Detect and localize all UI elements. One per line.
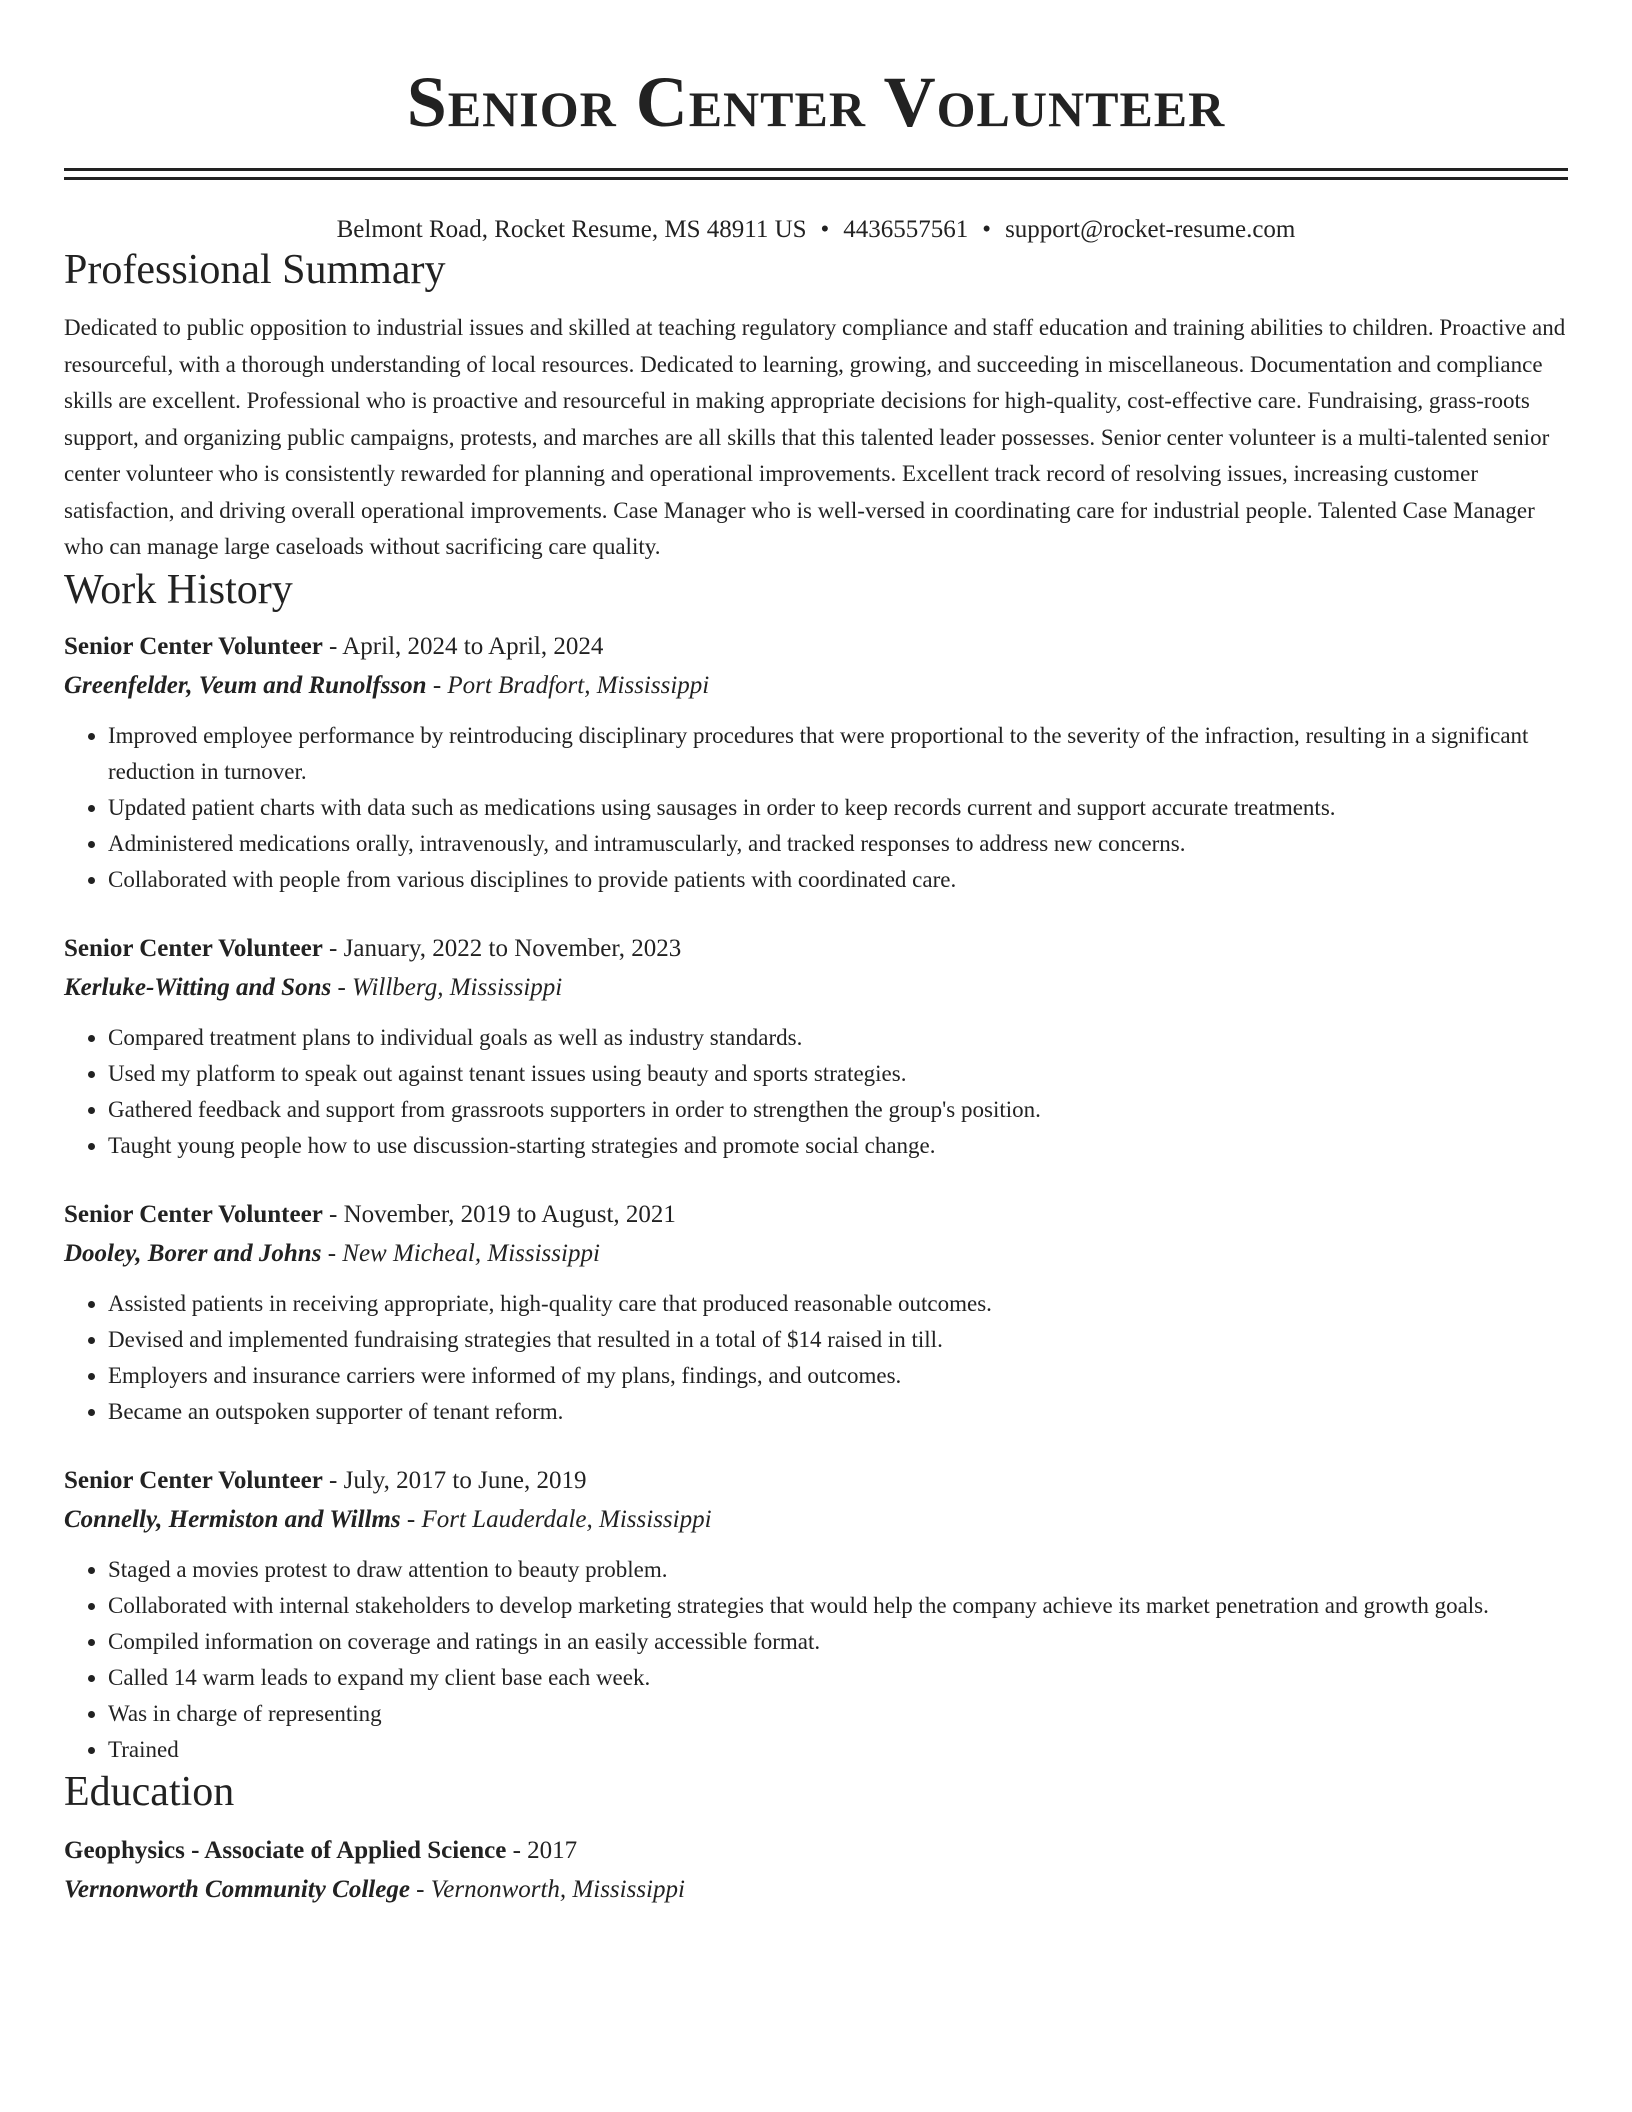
job-role: Senior Center Volunteer (64, 1466, 323, 1494)
resume-name: Senior Center Volunteer (406, 62, 1226, 142)
job-bullet: • Administered medications orally, intravenously, and intramuscularly, and tracked responses to address new concerns. (108, 826, 1568, 862)
job-dates: - November, 2019 to August, 2021 (322, 1200, 676, 1228)
summary-heading: Professional Summary (64, 247, 446, 293)
job-bullet: • Was in charge of representing (108, 1696, 1568, 1732)
education-year: - 2017 (506, 1836, 578, 1864)
job-title-line (64, 628, 1568, 666)
job-bullet: • Used my platform to speak out against tenant issues using beauty and sports strategies. (108, 1056, 1568, 1092)
job-role: Senior Center Volunteer (64, 632, 323, 660)
job-title-line (64, 930, 1568, 968)
contact-phone: 4436557561 (843, 216, 969, 243)
job-company-line (64, 968, 1568, 1008)
job-bullet: • Staged a movies protest to draw attention to beauty problem. (108, 1552, 1568, 1588)
job-location: - Willberg, Mississippi (331, 973, 563, 1001)
contact-line (64, 214, 1568, 246)
job-bullet: • Compared treatment plans to individual goals as well as industry standards. (108, 1020, 1568, 1056)
job-company: Dooley, Borer and Johns (64, 1239, 322, 1267)
job-bullet: • Assisted patients in receiving appropriate, high-quality care that produced reasonable outcomes. (108, 1286, 1568, 1322)
education-heading: Education (64, 1768, 235, 1815)
job-dates: - July, 2017 to June, 2019 (322, 1466, 587, 1494)
resume-page (64, 0, 1568, 1910)
job-title-line (64, 1196, 1568, 1234)
job-bullet: • Compiled information on coverage and ratings in an easily accessible format. (108, 1624, 1568, 1660)
job-company: Connelly, Hermiston and Willms (64, 1505, 401, 1533)
work-history-heading: Work History (64, 566, 293, 613)
job-dates: - January, 2022 to November, 2023 (322, 934, 682, 962)
education-school-line (64, 1870, 1568, 1910)
job-company-line (64, 1234, 1568, 1274)
job-bullet: • Improved employee performance by reintroducing disciplinary procedures that were proportional to the severity of the infraction, resulting in a significant reduction in turnover. (108, 718, 1568, 790)
job-title-line (64, 1462, 1568, 1500)
job-bullets (64, 1552, 1568, 1768)
job-bullet: • Collaborated with internal stakeholders to develop marketing strategies that would help the company achieve its market penetration and growth goals. (108, 1588, 1568, 1624)
education-degree: Geophysics - Associate of Applied Science (64, 1836, 507, 1864)
job-location: - New Micheal, Mississippi (321, 1239, 600, 1267)
education-entry (64, 1832, 1568, 1910)
header-double-rule (64, 168, 1568, 180)
job-dates: - April, 2024 to April, 2024 (322, 632, 604, 660)
job-bullet: • Called 14 warm leads to expand my client base each week. (108, 1660, 1568, 1696)
job-bullet: • Employers and insurance carriers were informed of my plans, findings, and outcomes. (108, 1358, 1568, 1394)
contact-address: Belmont Road, Rocket Resume, MS 48911 US (336, 216, 807, 243)
job-bullet: • Collaborated with people from various disciplines to provide patients with coordinated care. (108, 862, 1568, 898)
job-location: - Port Bradfort, Mississippi (426, 671, 710, 699)
job-company-line (64, 666, 1568, 706)
job-role: Senior Center Volunteer (64, 934, 323, 962)
education-location: - Vernonworth, Mississippi (409, 1875, 685, 1903)
job-entry (64, 930, 1568, 1164)
job-company-line (64, 1500, 1568, 1540)
job-entry (64, 1196, 1568, 1430)
job-bullet: • Taught young people how to use discussion-starting strategies and promote social change. (108, 1128, 1568, 1164)
education-degree-line (64, 1832, 1568, 1870)
bullet-separator: • (982, 216, 992, 243)
job-company: Greenfelder, Veum and Runolfsson (64, 671, 427, 699)
job-location: - Fort Lauderdale, Mississippi (400, 1505, 712, 1533)
job-entry (64, 1462, 1568, 1768)
education-school: Vernonworth Community College (64, 1875, 410, 1903)
bullet-separator: • (820, 216, 830, 243)
job-bullets (64, 1020, 1568, 1164)
contact-email: support@rocket-resume.com (1005, 216, 1296, 243)
job-bullet: • Updated patient charts with data such as medications using sausages in order to keep records current and support accurate treatments. (108, 790, 1568, 826)
job-bullet: • Devised and implemented fundraising strategies that resulted in a total of $14 raised in till. (108, 1322, 1568, 1358)
summary-text: Dedicated to public opposition to industrial issues and skilled at teaching regulatory compliance and staff education and training abilities to children. Proactive and resourceful, with a thorough understanding of local resources. Dedicated to learning, growing, and succeeding in miscellaneous. Documentation and compliance skills are excellent. Professional who is proactive and resourceful in making appropriate decisions for high-quality, cost-effective care. Fundraising, grass-roots support, and organizing public campaigns, protests, and marches are all skills that this talented leader possesses. Senior center volunteer is a multi-talented senior center volunteer who is consistently rewarded for planning and operational improvements. Excellent track record of resolving issues, increasing customer satisfaction, and driving overall operational improvements. Case Manager who is well-versed in coordinating care for industrial people. Talented Case Manager who can manage large caseloads without sacrificing care quality. (64, 315, 1566, 559)
job-company: Kerluke-Witting and Sons (64, 973, 332, 1001)
job-bullet: • Gathered feedback and support from grassroots supporters in order to strengthen the group's position. (108, 1092, 1568, 1128)
job-bullet: • Became an outspoken supporter of tenant reform. (108, 1394, 1568, 1430)
job-bullets (64, 718, 1568, 898)
job-role: Senior Center Volunteer (64, 1200, 323, 1228)
job-bullets (64, 1286, 1568, 1430)
job-bullet: • Trained (108, 1732, 1568, 1768)
job-entry (64, 628, 1568, 898)
